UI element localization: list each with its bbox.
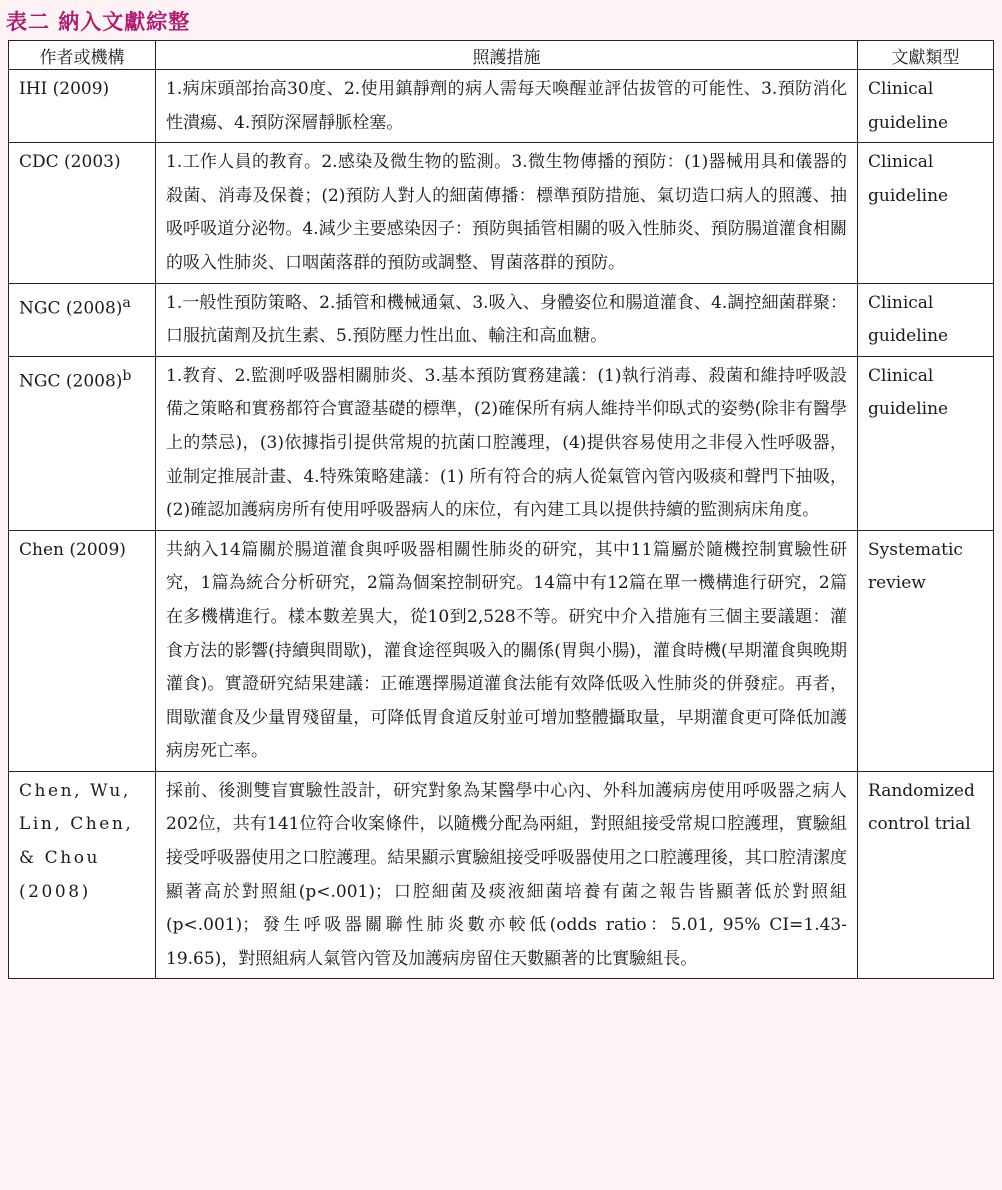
table-row bbox=[9, 283, 994, 356]
type-cell: Systematic review bbox=[858, 530, 994, 771]
table-row bbox=[9, 771, 994, 979]
type-cell: Clinical guideline bbox=[858, 356, 994, 530]
literature-table bbox=[8, 40, 994, 979]
header-author: 作者或機構 bbox=[9, 41, 156, 70]
type-cell: Clinical guideline bbox=[858, 143, 994, 283]
author-cell bbox=[9, 283, 156, 356]
author-cell bbox=[9, 771, 156, 979]
author-cell bbox=[9, 356, 156, 530]
table-row bbox=[9, 70, 994, 143]
table-row bbox=[9, 530, 994, 771]
table-row bbox=[9, 143, 994, 283]
footnote-marker: b bbox=[122, 367, 132, 384]
measures-cell: 1.教育、2.監測呼吸器相關肺炎、3.基本預防實務建議：(1)執行消毒、殺菌和維持呼吸設備之策略和實務都符合實證基礎的標準，(2)確保所有病人維持半仰臥式的姿勢(除非有醫學上的禁忌)，(3)依據指引提供常規的抗菌口腔護理，(4)提供容易使用之非侵入性呼吸器，並制定推展計畫、4.特殊策略建議：(1) 所有符合的病人從氣管內管內吸痰和聲門下抽吸，(2)確認加護病房所有使用呼吸器病人的床位，有內建工具以提供持續的監測病床角度。 bbox=[156, 356, 858, 530]
author-text: NGC (2008) bbox=[19, 298, 123, 319]
header-type: 文獻類型 bbox=[858, 41, 994, 70]
header-measures: 照護措施 bbox=[156, 41, 858, 70]
footnote-marker: a bbox=[122, 294, 131, 311]
type-cell: Clinical guideline bbox=[858, 283, 994, 356]
table-title: 表二 納入文獻綜整 bbox=[6, 10, 191, 34]
measures-cell: 共納入14篇關於腸道灌食與呼吸器相關性肺炎的研究，其中11篇屬於隨機控制實驗性研究，1篇為統合分析研究，2篇為個案控制研究。14篇中有12篇在單一機構進行研究，2篇在多機構進行。樣本數差異大，從10到2,528不等。研究中介入措施有三個主要議題：灌食方法的影響(持續與間歇)，灌食途徑與吸入的關係(胃與小腸)，灌食時機(早期灌食與晚期灌食)。實證研究結果建議：正確選擇腸道灌食法能有效降低吸入性肺炎的併發症。再者，間歇灌食及少量胃殘留量，可降低胃食道反射並可增加整體攝取量，早期灌食更可降低加護病房死亡率。 bbox=[156, 530, 858, 771]
type-cell: Randomized control trial bbox=[858, 771, 994, 979]
measures-cell: 1.工作人員的教育。2.感染及微生物的監測。3.微生物傳播的預防：(1)器械用具和儀器的殺菌、消毒及保養；(2)預防人對人的細菌傳播：標準預防措施、氣切造口病人的照護、抽吸呼吸道分泌物。4.減少主要感染因子：預防與插管相關的吸入性肺炎、預防腸道灌食相關的吸入性肺炎、口咽菌落群的預防或調整、胃菌落群的預防。 bbox=[156, 143, 858, 283]
measures-cell: 1.一般性預防策略、2.插管和機械通氣、3.吸入、身體姿位和腸道灌食、4.調控細菌群聚：口服抗菌劑及抗生素、5.預防壓力性出血、輸注和高血糖。 bbox=[156, 283, 858, 356]
author-cell bbox=[9, 530, 156, 771]
author-cell bbox=[9, 70, 156, 143]
author-cell bbox=[9, 143, 156, 283]
table-row bbox=[9, 356, 994, 530]
author-text: Chen, Wu, Lin, Chen, & Chou (2008) bbox=[19, 780, 134, 902]
header-row bbox=[9, 41, 994, 70]
author-text: NGC (2008) bbox=[19, 371, 123, 392]
measures-cell: 採前、後測雙盲實驗性設計，研究對象為某醫學中心內、外科加護病房使用呼吸器之病人202位，共有141位符合收案條件，以隨機分配為兩組，對照組接受常規口腔護理，實驗組接受呼吸器使用之口腔護理。結果顯示實驗組接受呼吸器使用之口腔護理後，其口腔清潔度顯著高於對照組(p<.001)；口腔細菌及痰液細菌培養有菌之報告皆顯著低於對照組(p<.001)；發生呼吸器關聯性肺炎數亦較低(odds ratio：5.01, 95% CI=1.43-19.65)，對照組病人氣管內管及加護病房留住天數顯著的比實驗組長。 bbox=[156, 771, 858, 979]
type-cell: Clinical guideline bbox=[858, 70, 994, 143]
author-text: IHI (2009) bbox=[19, 79, 110, 99]
measures-cell: 1.病床頭部抬高30度、2.使用鎮靜劑的病人需每天喚醒並評估拔管的可能性、3.預防消化性潰瘍、4.預防深層靜脈栓塞。 bbox=[156, 70, 858, 143]
author-text: CDC (2003) bbox=[19, 152, 121, 173]
author-text: Chen (2009) bbox=[19, 539, 126, 560]
